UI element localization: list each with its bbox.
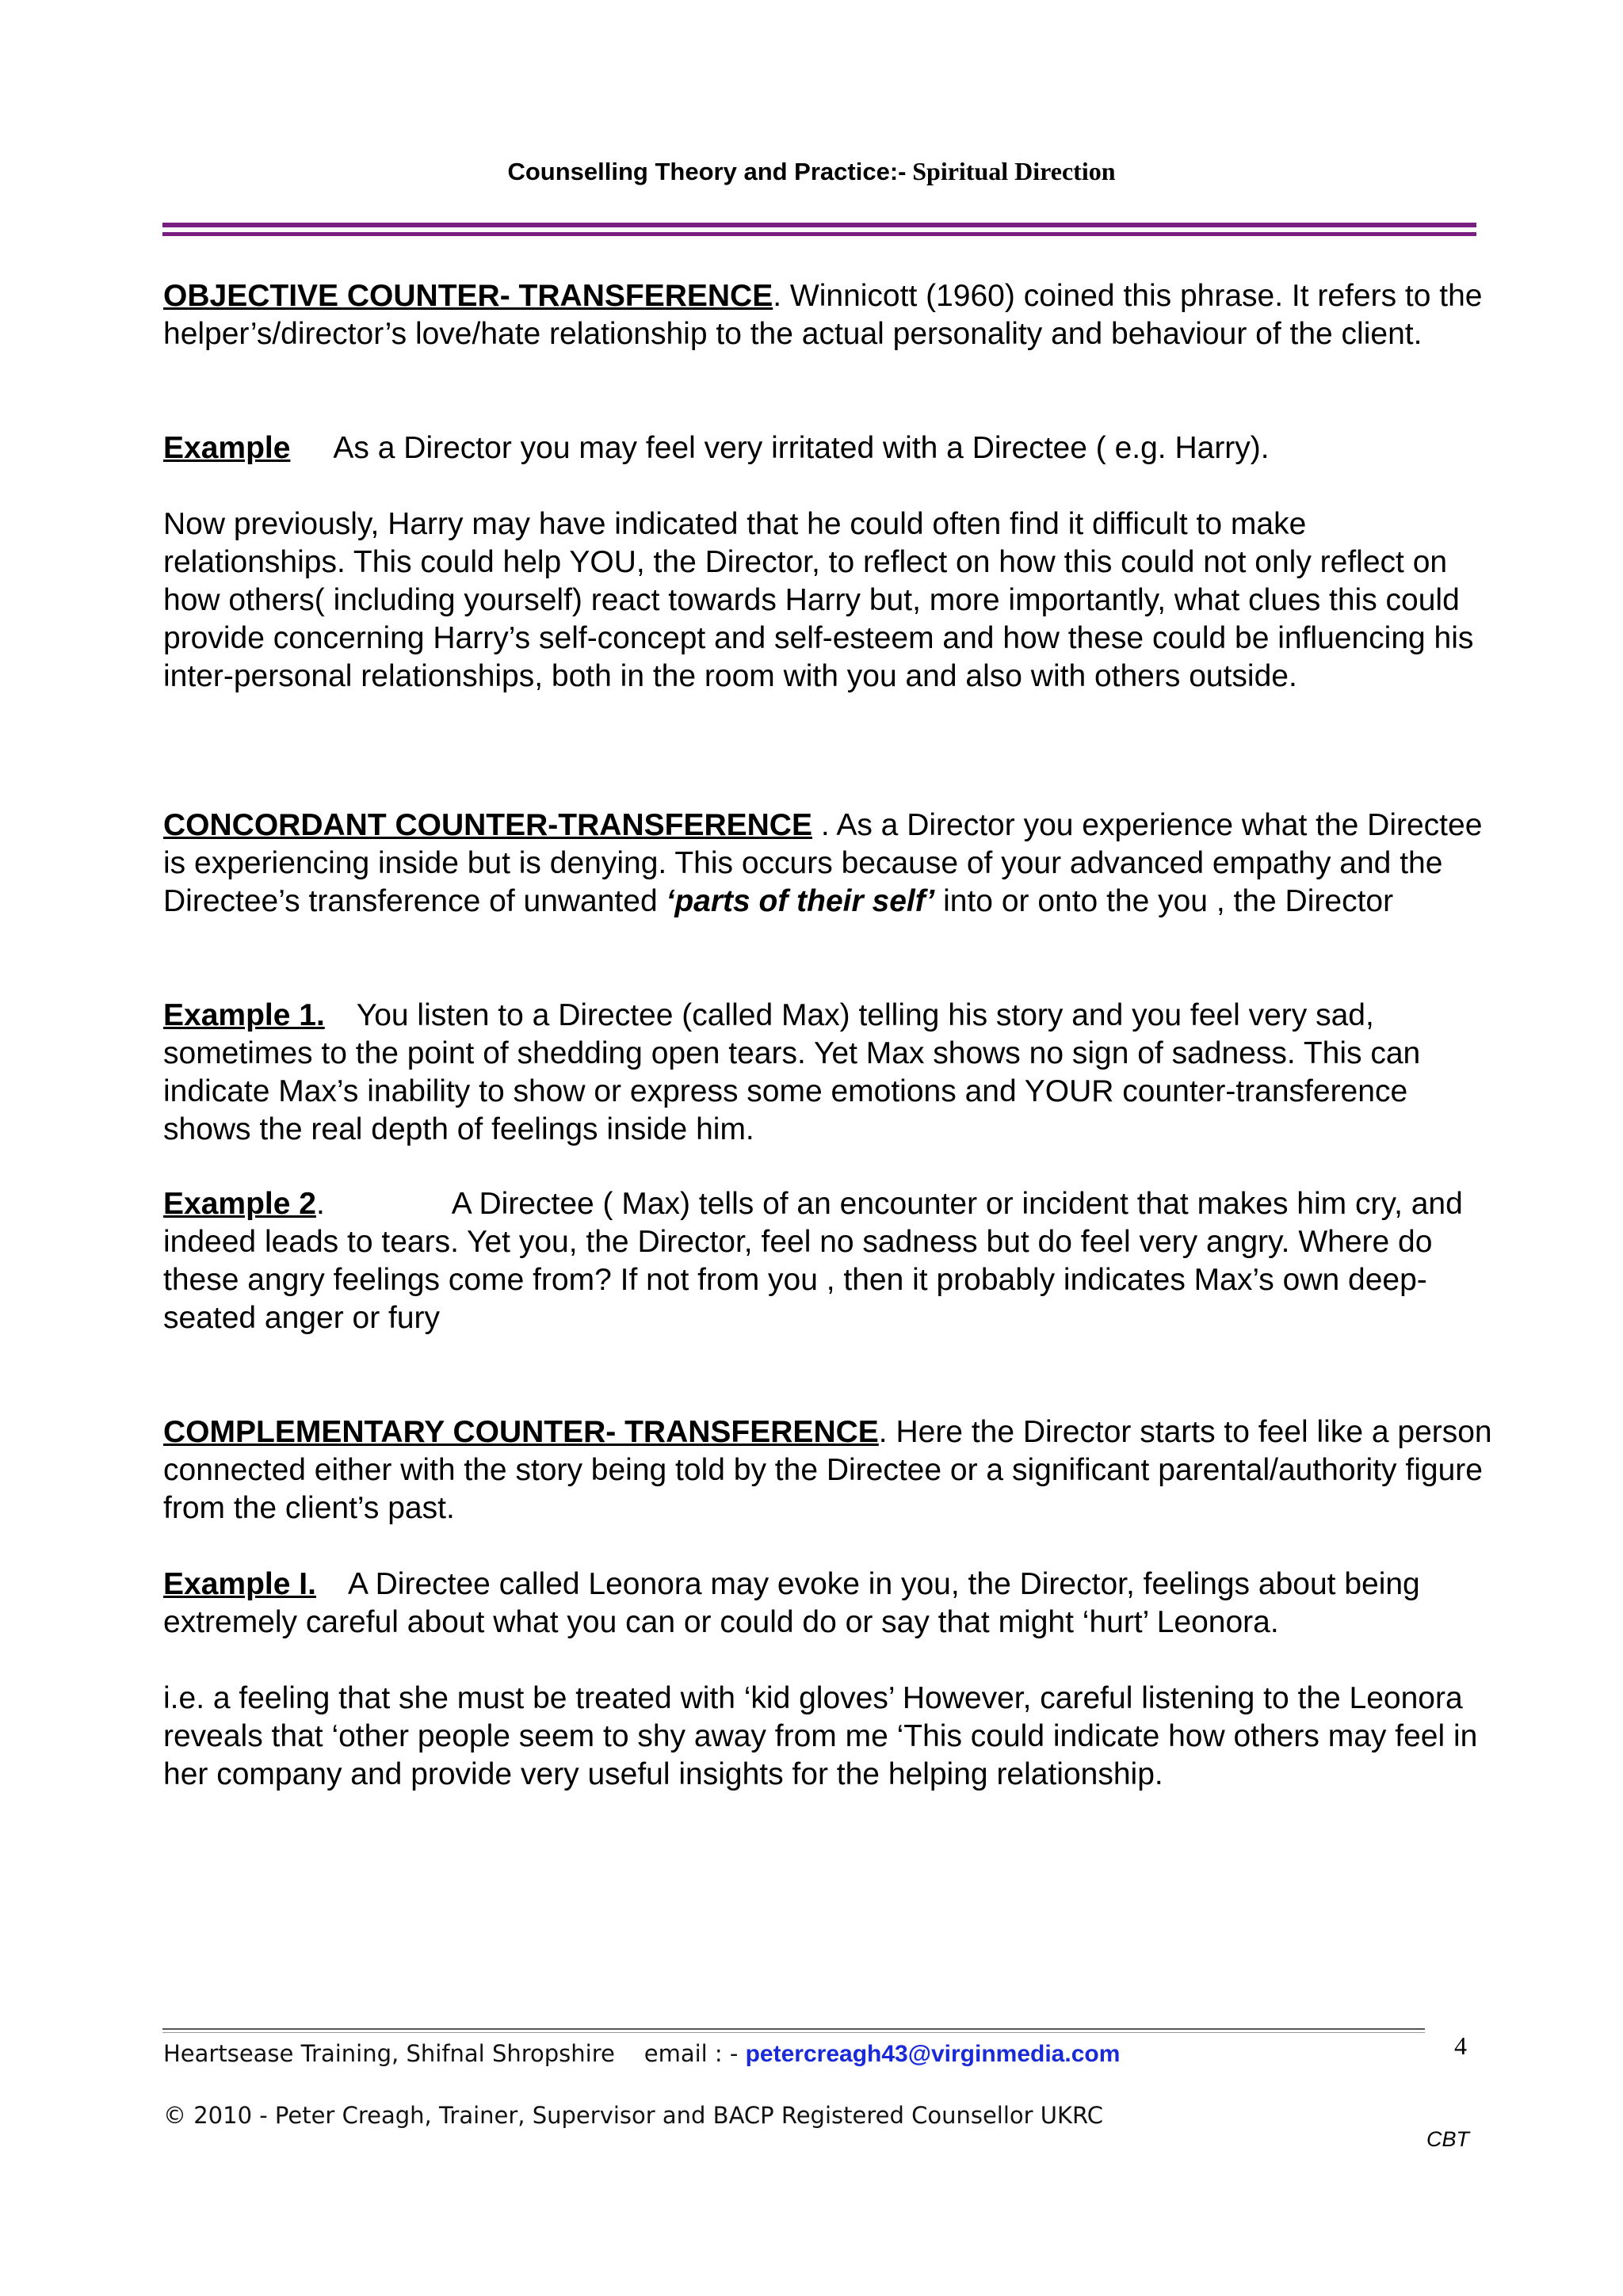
footer-contact (163, 2038, 1120, 2070)
objective-heading: OBJECTIVE COUNTER- TRANSFERENCE (163, 279, 773, 313)
concordant-heading: CONCORDANT COUNTER-TRANSFERENCE (163, 808, 812, 842)
footer-rule (162, 2028, 1425, 2030)
complementary-paragraph (163, 1680, 1495, 1794)
concordant-text-b: into or onto the you , the Director (934, 884, 1394, 918)
complementary-example (163, 1566, 1495, 1642)
concordant-text-a: . As a Director you experience what the Directee is experiencing inside but is denying. This occurs because of your advanced empathy and the Directee’s transference of unwanted (163, 808, 1483, 918)
footer-copyright: © 2010 - Peter Creagh, Trainer, Supervisor and BACP Registered Counsellor UKRC (163, 2102, 1103, 2129)
complementary-heading: COMPLEMENTARY COUNTER- TRANSFERENCE (163, 1415, 879, 1449)
footer-org: Heartsease Training, Shifnal Shropshire (163, 2040, 615, 2067)
page-number: 4 (1454, 2031, 1467, 2060)
header-rule-top (162, 223, 1476, 227)
concordant-emphasis: ‘parts of their self’ (666, 884, 935, 918)
section-complementary (163, 1413, 1495, 1527)
complementary-example-label: Example I. (163, 1567, 316, 1601)
footer-email-link[interactable]: petercreagh43@virginmedia.com (745, 2041, 1121, 2067)
concordant-example-1 (163, 997, 1495, 1149)
objective-text: . Winnicott (1960) coined this phrase. It refers to the helper’s/director’s love/hate relationship to the actual personality and behaviour of the client. (163, 279, 1483, 351)
page-header (0, 155, 1623, 188)
complementary-example-text: A Directee called Leonora may evoke in you, the Director, feelings about being extremely careful about what you can or could do or say that might ‘hurt’ Leonora. (163, 1567, 1420, 1639)
concordant-example2-label: Example 2 (163, 1187, 316, 1221)
complementary-para-text: i.e. a feeling that she must be treated with ‘kid gloves’ However, careful listening to the Leonora reveals that ‘other people seem to shy away from me ‘This could indicate how others may feel in her company and provide very useful insights for the helping relationship. (163, 1681, 1478, 1791)
objective-example-text: As a Director you may feel very irritated with a Directee ( e.g. Harry). (333, 431, 1270, 465)
concordant-example-2 (163, 1185, 1495, 1337)
objective-para-text: Now previously, Harry may have indicated that he could often find it difficult to make relationships. This could help YOU, the Director, to reflect on how this could not only reflect on how others( including yourself) react towards Harry but, more importantly, what clues this could provide concerning Harry’s self-concept and self-esteem and how these could be influencing his inter-personal relationships, both in the room with you and also with others outside. (163, 507, 1474, 693)
objective-paragraph (163, 505, 1495, 696)
concordant-example1-text: You listen to a Directee (called Max) telling his story and you feel very sad, sometimes to the point of shedding open tears. Yet Max shows no sign of sadness. This can indicate Max’s inability to show or express some emotions and YOUR counter-transference shows the real depth of feelings inside him. (163, 998, 1421, 1146)
footer-email-label: email : - (643, 2040, 739, 2067)
objective-example (163, 429, 1495, 467)
footer-rule-thin (162, 2032, 1425, 2033)
concordant-example2-text: A Directee ( Max) tells of an encounter or incident that makes him cry, and indeed leads to tears. Yet you, the Director, feel no sadness but do feel very angry. Where do these angry feelings come from? If not from you , then it probably indicates Max’s own deep-seated anger or fury (163, 1187, 1463, 1335)
footer-tag: CBT (1426, 2127, 1469, 2151)
objective-example-label: Example (163, 431, 291, 465)
objective-intro (163, 277, 1495, 353)
section-concordant (163, 807, 1495, 921)
header-rule-bottom (162, 232, 1476, 236)
concordant-example1-label: Example 1. (163, 998, 325, 1032)
header-subtitle: Spiritual Direction (912, 157, 1116, 185)
concordant-example2-dot: . (315, 1187, 325, 1221)
section-objective (163, 277, 1495, 353)
header-title: Counselling Theory and Practice:- (507, 158, 907, 185)
complementary-text: . Here the Director starts to feel like a person connected either with the story being told by the Directee or a significant parental/authority figure from the client’s past. (163, 1415, 1492, 1525)
